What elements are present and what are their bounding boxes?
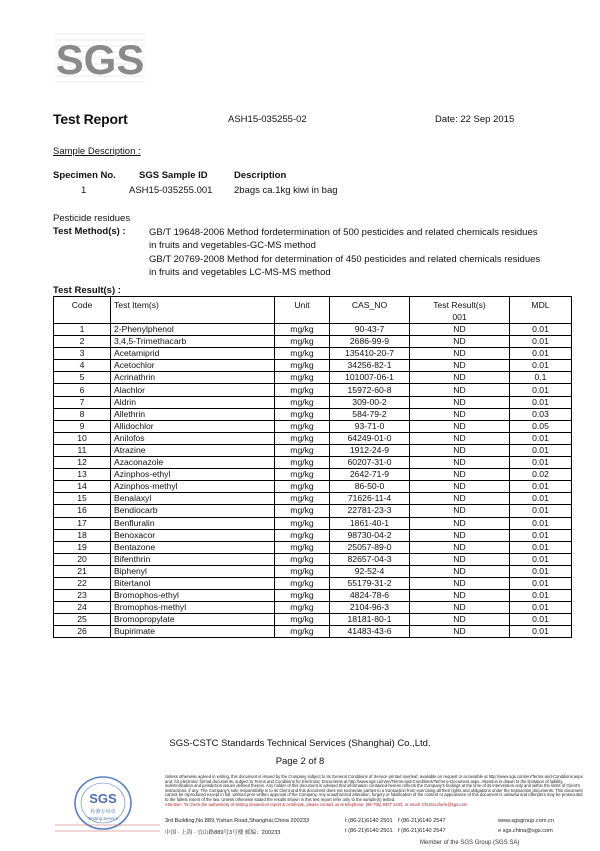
table-row: [54, 360, 572, 372]
cell-unit: mg/kg: [275, 444, 330, 456]
cell-mdl: 0.05: [510, 420, 572, 432]
column-header-mdl: MDL: [510, 297, 572, 324]
table-row: [54, 481, 572, 493]
report-number: ASH15-035255-02: [228, 114, 307, 125]
cell-result: ND: [410, 372, 510, 384]
cell-code: 15: [54, 493, 111, 505]
cell-cas-no: 41483-43-6: [330, 626, 410, 638]
cell-cas-no: 92-52-4: [330, 565, 410, 577]
test-method-line: in fruits and vegetables-GC-MS method: [149, 240, 316, 251]
cell-cas-no: 34256-82-1: [330, 360, 410, 372]
telephone-1: t (86-21)6140 2501: [345, 818, 393, 824]
terms-fine-print: [165, 775, 585, 807]
cell-test-item: Atrazine: [111, 444, 275, 456]
cell-code: 14: [54, 481, 111, 493]
cell-unit: mg/kg: [275, 505, 330, 517]
table-row: [54, 505, 572, 517]
cell-unit: mg/kg: [275, 348, 330, 360]
description-header: Description: [234, 170, 287, 181]
cell-mdl: 0.01: [510, 626, 572, 638]
cell-cas-no: 101007-06-1: [330, 372, 410, 384]
cell-code: 21: [54, 565, 111, 577]
cell-test-item: Azinphos-ethyl: [111, 469, 275, 481]
cell-unit: mg/kg: [275, 324, 330, 336]
cell-code: 20: [54, 553, 111, 565]
sgs-group-member-note: Member of the SGS Group (SGS SA): [420, 840, 520, 846]
telephone-2: t (86-21)6140 2501: [345, 828, 393, 834]
cell-cas-no: 135410-20-7: [330, 348, 410, 360]
cell-unit: mg/kg: [275, 517, 330, 529]
cell-test-item: Acetochlor: [111, 360, 275, 372]
cell-code: 10: [54, 432, 111, 444]
cell-mdl: 0.01: [510, 565, 572, 577]
test-method-line: GB/T 19648-2006 Method fordetermination of 500 pesticides and related chemicals residues: [149, 227, 538, 238]
cell-unit: mg/kg: [275, 529, 330, 541]
sample-description-label: Sample Description :: [53, 146, 141, 157]
cell-result: ND: [410, 481, 510, 493]
column-header-test-item: Test Item(s): [111, 297, 275, 324]
column-header-cas-no: CAS_NO: [330, 297, 410, 324]
cell-unit: mg/kg: [275, 590, 330, 602]
cell-mdl: 0.01: [510, 505, 572, 517]
cell-result: ND: [410, 553, 510, 565]
cell-code: 12: [54, 457, 111, 469]
cell-unit: mg/kg: [275, 626, 330, 638]
stamp-sgs-text: SGS: [89, 791, 117, 806]
cell-code: 25: [54, 614, 111, 626]
cell-result: ND: [410, 493, 510, 505]
cell-mdl: 0.01: [510, 348, 572, 360]
cell-cas-no: 18181-80-1: [330, 614, 410, 626]
cell-result: ND: [410, 457, 510, 469]
cell-result: ND: [410, 348, 510, 360]
result-header-sample: 001: [452, 312, 467, 322]
cell-code: 8: [54, 408, 111, 420]
cell-mdl: 0.01: [510, 432, 572, 444]
cell-mdl: 0.01: [510, 457, 572, 469]
cell-test-item: Bifenthrin: [111, 553, 275, 565]
cell-test-item: Bromophos-methyl: [111, 602, 275, 614]
cell-cas-no: 98730-04-2: [330, 529, 410, 541]
report-title: Test Report: [53, 111, 128, 127]
cell-result: ND: [410, 324, 510, 336]
cell-unit: mg/kg: [275, 481, 330, 493]
page-number: Page 2 of 8: [275, 756, 325, 767]
cell-unit: mg/kg: [275, 541, 330, 553]
logo-text: SGS: [55, 36, 145, 83]
cell-test-item: Bromophos-ethyl: [111, 590, 275, 602]
cell-mdl: 0.01: [510, 336, 572, 348]
table-row: [54, 602, 572, 614]
table-row: [54, 517, 572, 529]
cell-cas-no: 22781-23-3: [330, 505, 410, 517]
column-header-unit: Unit: [275, 297, 330, 324]
email-link[interactable]: e sgs.china@sgs.com: [498, 828, 553, 834]
cell-mdl: 0.01: [510, 577, 572, 589]
cell-unit: mg/kg: [275, 384, 330, 396]
cell-unit: mg/kg: [275, 614, 330, 626]
table-row: [54, 384, 572, 396]
cell-test-item: Alachlor: [111, 384, 275, 396]
test-method-line: in fruits and vegetables LC-MS-MS method: [149, 267, 331, 278]
table-row: [54, 493, 572, 505]
cell-code: 16: [54, 505, 111, 517]
table-row: [54, 324, 572, 336]
cell-result: ND: [410, 565, 510, 577]
cell-result: ND: [410, 432, 510, 444]
table-row: [54, 408, 572, 420]
table-header-row: [54, 297, 572, 324]
specimen-no-value: 1: [81, 185, 87, 196]
cell-mdl: 0.1: [510, 372, 572, 384]
table-row: [54, 541, 572, 553]
cell-cas-no: 1861-40-1: [330, 517, 410, 529]
cell-mdl: 0.02: [510, 469, 572, 481]
cell-mdl: 0.03: [510, 408, 572, 420]
cell-result: ND: [410, 590, 510, 602]
cell-test-item: Azaconazole: [111, 457, 275, 469]
cell-unit: mg/kg: [275, 420, 330, 432]
cell-result: ND: [410, 505, 510, 517]
results-table: [53, 296, 572, 638]
cell-code: 1: [54, 324, 111, 336]
cell-cas-no: 1912-24-9: [330, 444, 410, 456]
cell-unit: mg/kg: [275, 372, 330, 384]
address-chinese: 中国 · 上海 · 宜山路889号3号楼 邮编：200233: [165, 830, 281, 836]
cell-cas-no: 82657-04-3: [330, 553, 410, 565]
cell-cas-no: 86-50-0: [330, 481, 410, 493]
cell-unit: mg/kg: [275, 457, 330, 469]
specimen-no-header: Specimen No.: [53, 170, 116, 181]
sgs-logo: [55, 28, 145, 88]
cell-mdl: 0.01: [510, 360, 572, 372]
table-row: [54, 336, 572, 348]
cell-mdl: 0.01: [510, 324, 572, 336]
cell-test-item: Bupirimate: [111, 626, 275, 638]
cell-test-item: Allethrin: [111, 408, 275, 420]
table-row: [54, 396, 572, 408]
table-row: [54, 348, 572, 360]
cell-code: 3: [54, 348, 111, 360]
column-header-code: Code: [54, 297, 111, 324]
table-row: [54, 553, 572, 565]
cell-test-item: Benalaxyl: [111, 493, 275, 505]
cell-unit: mg/kg: [275, 469, 330, 481]
cell-cas-no: 584-79-2: [330, 408, 410, 420]
test-method-line: GB/T 20769-2008 Method for determination of 450 pesticides and related chemicals residues: [149, 254, 541, 265]
cell-cas-no: 2686-99-9: [330, 336, 410, 348]
cell-test-item: Bendiocarb: [111, 505, 275, 517]
cell-mdl: 0.01: [510, 590, 572, 602]
cell-cas-no: 55179-31-2: [330, 577, 410, 589]
cell-result: ND: [410, 469, 510, 481]
cell-code: 22: [54, 577, 111, 589]
cell-code: 9: [54, 420, 111, 432]
cell-code: 19: [54, 541, 111, 553]
table-row: [54, 372, 572, 384]
cell-test-item: Bitertanol: [111, 577, 275, 589]
table-row: [54, 590, 572, 602]
cell-mdl: 0.01: [510, 541, 572, 553]
cell-code: 13: [54, 469, 111, 481]
cell-result: ND: [410, 577, 510, 589]
cell-cas-no: 90-43-7: [330, 324, 410, 336]
cell-result: ND: [410, 541, 510, 553]
cell-test-item: Benfluralin: [111, 517, 275, 529]
cell-unit: mg/kg: [275, 396, 330, 408]
cell-result: ND: [410, 529, 510, 541]
cell-code: 6: [54, 384, 111, 396]
cell-mdl: 0.01: [510, 529, 572, 541]
cell-result: ND: [410, 384, 510, 396]
website-link[interactable]: www.sgsgroup.com.cn: [498, 818, 554, 824]
report-date: Date: 22 Sep 2015: [435, 114, 515, 125]
cell-test-item: Biphenyl: [111, 565, 275, 577]
cell-test-item: 3,4,5-Trimethacarb: [111, 336, 275, 348]
cell-mdl: 0.01: [510, 614, 572, 626]
sample-id-value: ASH15-035255.001: [129, 185, 213, 196]
cell-cas-no: 2104-96-3: [330, 602, 410, 614]
cell-code: 26: [54, 626, 111, 638]
test-method-label: Test Method(s) :: [53, 226, 126, 237]
cell-code: 2: [54, 336, 111, 348]
cell-test-item: Azinphos-methyl: [111, 481, 275, 493]
table-row: [54, 420, 572, 432]
stamp-cn-text: 检测专用章: [90, 809, 116, 815]
cell-result: ND: [410, 517, 510, 529]
footer-company-name: SGS-CSTC Standards Technical Services (Shanghai) Co.,Ltd.: [169, 738, 431, 749]
cell-cas-no: 93-71-0: [330, 420, 410, 432]
cell-result: ND: [410, 420, 510, 432]
cell-test-item: Anilofos: [111, 432, 275, 444]
table-row: [54, 469, 572, 481]
cell-unit: mg/kg: [275, 602, 330, 614]
pesticide-residues-label: Pesticide residues: [53, 213, 131, 224]
table-row: [54, 577, 572, 589]
cell-mdl: 0.01: [510, 493, 572, 505]
cell-result: ND: [410, 626, 510, 638]
sample-id-header: SGS Sample ID: [139, 170, 208, 181]
cell-cas-no: 4824-78-6: [330, 590, 410, 602]
cell-test-item: Bromopropylate: [111, 614, 275, 626]
table-row: [54, 626, 572, 638]
cell-code: 23: [54, 590, 111, 602]
cell-unit: mg/kg: [275, 493, 330, 505]
cell-test-item: Acrinathrin: [111, 372, 275, 384]
cell-result: ND: [410, 360, 510, 372]
cell-cas-no: 309-00-2: [330, 396, 410, 408]
cell-cas-no: 2642-71-9: [330, 469, 410, 481]
cell-mdl: 0.01: [510, 553, 572, 565]
table-row: [54, 565, 572, 577]
result-header-label: Test Result(s): [433, 300, 486, 310]
cell-result: ND: [410, 408, 510, 420]
cell-result: ND: [410, 444, 510, 456]
cell-mdl: 0.01: [510, 602, 572, 614]
cell-code: 17: [54, 517, 111, 529]
cell-unit: mg/kg: [275, 553, 330, 565]
cell-test-item: Allidochlor: [111, 420, 275, 432]
cell-result: ND: [410, 396, 510, 408]
cell-result: ND: [410, 614, 510, 626]
cell-code: 7: [54, 396, 111, 408]
cell-code: 4: [54, 360, 111, 372]
cell-mdl: 0.01: [510, 481, 572, 493]
address-english: 3rd Building,No.889,Yishan Road,Shanghai,China 200233: [165, 818, 310, 824]
cell-test-item: Benoxacor: [111, 529, 275, 541]
cell-test-item: Bentazone: [111, 541, 275, 553]
cell-mdl: 0.01: [510, 384, 572, 396]
cell-unit: mg/kg: [275, 565, 330, 577]
test-results-label: Test Result(s) :: [53, 285, 121, 296]
terms-text: Unless otherwise agreed in writing, this document is issued by the Company subject to its General Conditions of Service printed overleaf, available on request or accessible at http://www.sgs.com/en/Terms-and-Conditions.aspx and, for electronic format documents, subject to Terms and Conditions for Electronic Documents at http://www.sgs.com/en/Terms-and-Conditions/Terms-e-Document.aspx. Attention is drawn to the limitation of liability, indemnification and jurisdiction issues defined therein. Any holder of this document is advised that information contained hereon reflects the Company's findings at the time of its intervention only and within the limits of Client's instructions, if any. The Company's sole responsibility is to its Client and this document does not exonerate parties to a transaction from exercising all their rights and obligations under the transaction documents. This document cannot be reproduced except in full, without prior written approval of the Company. Any unauthorized alteration, forgery or falsification of the content or appearance of this document is unlawful and offenders may be prosecuted to the fullest extent of the law. Unless otherwise stated the results shown in this test report refer only to the sample(s) tested.: [165, 774, 583, 802]
cell-mdl: 0.01: [510, 517, 572, 529]
table-row: [54, 614, 572, 626]
cell-code: 11: [54, 444, 111, 456]
cell-code: 24: [54, 602, 111, 614]
cell-cas-no: 71626-11-4: [330, 493, 410, 505]
cell-mdl: 0.01: [510, 396, 572, 408]
fax-1: f (86-21)6140 2547: [398, 818, 446, 824]
cell-unit: mg/kg: [275, 360, 330, 372]
cell-cas-no: 25057-89-0: [330, 541, 410, 553]
table-row: [54, 529, 572, 541]
cell-unit: mg/kg: [275, 408, 330, 420]
cell-test-item: 2-Phenylphenol: [111, 324, 275, 336]
cell-code: 5: [54, 372, 111, 384]
cell-result: ND: [410, 336, 510, 348]
table-row: [54, 432, 572, 444]
cell-code: 18: [54, 529, 111, 541]
authenticity-notice: Attention: To check the authenticity of testing /inspection report & certificate, please contact us at telephone: (86-755) 8307 1443, or email: CN.Doccheck@sgs.com: [165, 801, 468, 807]
cell-cas-no: 60207-31-0: [330, 457, 410, 469]
cell-cas-no: 64249-01-0: [330, 432, 410, 444]
description-value: 2bags ca.1kg kiwi in bag: [234, 185, 338, 196]
stamp-testing-text: Testing Service: [87, 816, 119, 821]
table-row: [54, 457, 572, 469]
cell-mdl: 0.01: [510, 444, 572, 456]
cell-test-item: Acetamiprid: [111, 348, 275, 360]
column-header-result: [410, 297, 510, 324]
cell-test-item: Aldrin: [111, 396, 275, 408]
table-row: [54, 444, 572, 456]
cell-result: ND: [410, 602, 510, 614]
company-stamp: [55, 773, 165, 835]
cell-unit: mg/kg: [275, 336, 330, 348]
cell-cas-no: 15972-60-8: [330, 384, 410, 396]
cell-unit: mg/kg: [275, 432, 330, 444]
fax-2: f (86-21)6140 2547: [398, 828, 446, 834]
cell-unit: mg/kg: [275, 577, 330, 589]
